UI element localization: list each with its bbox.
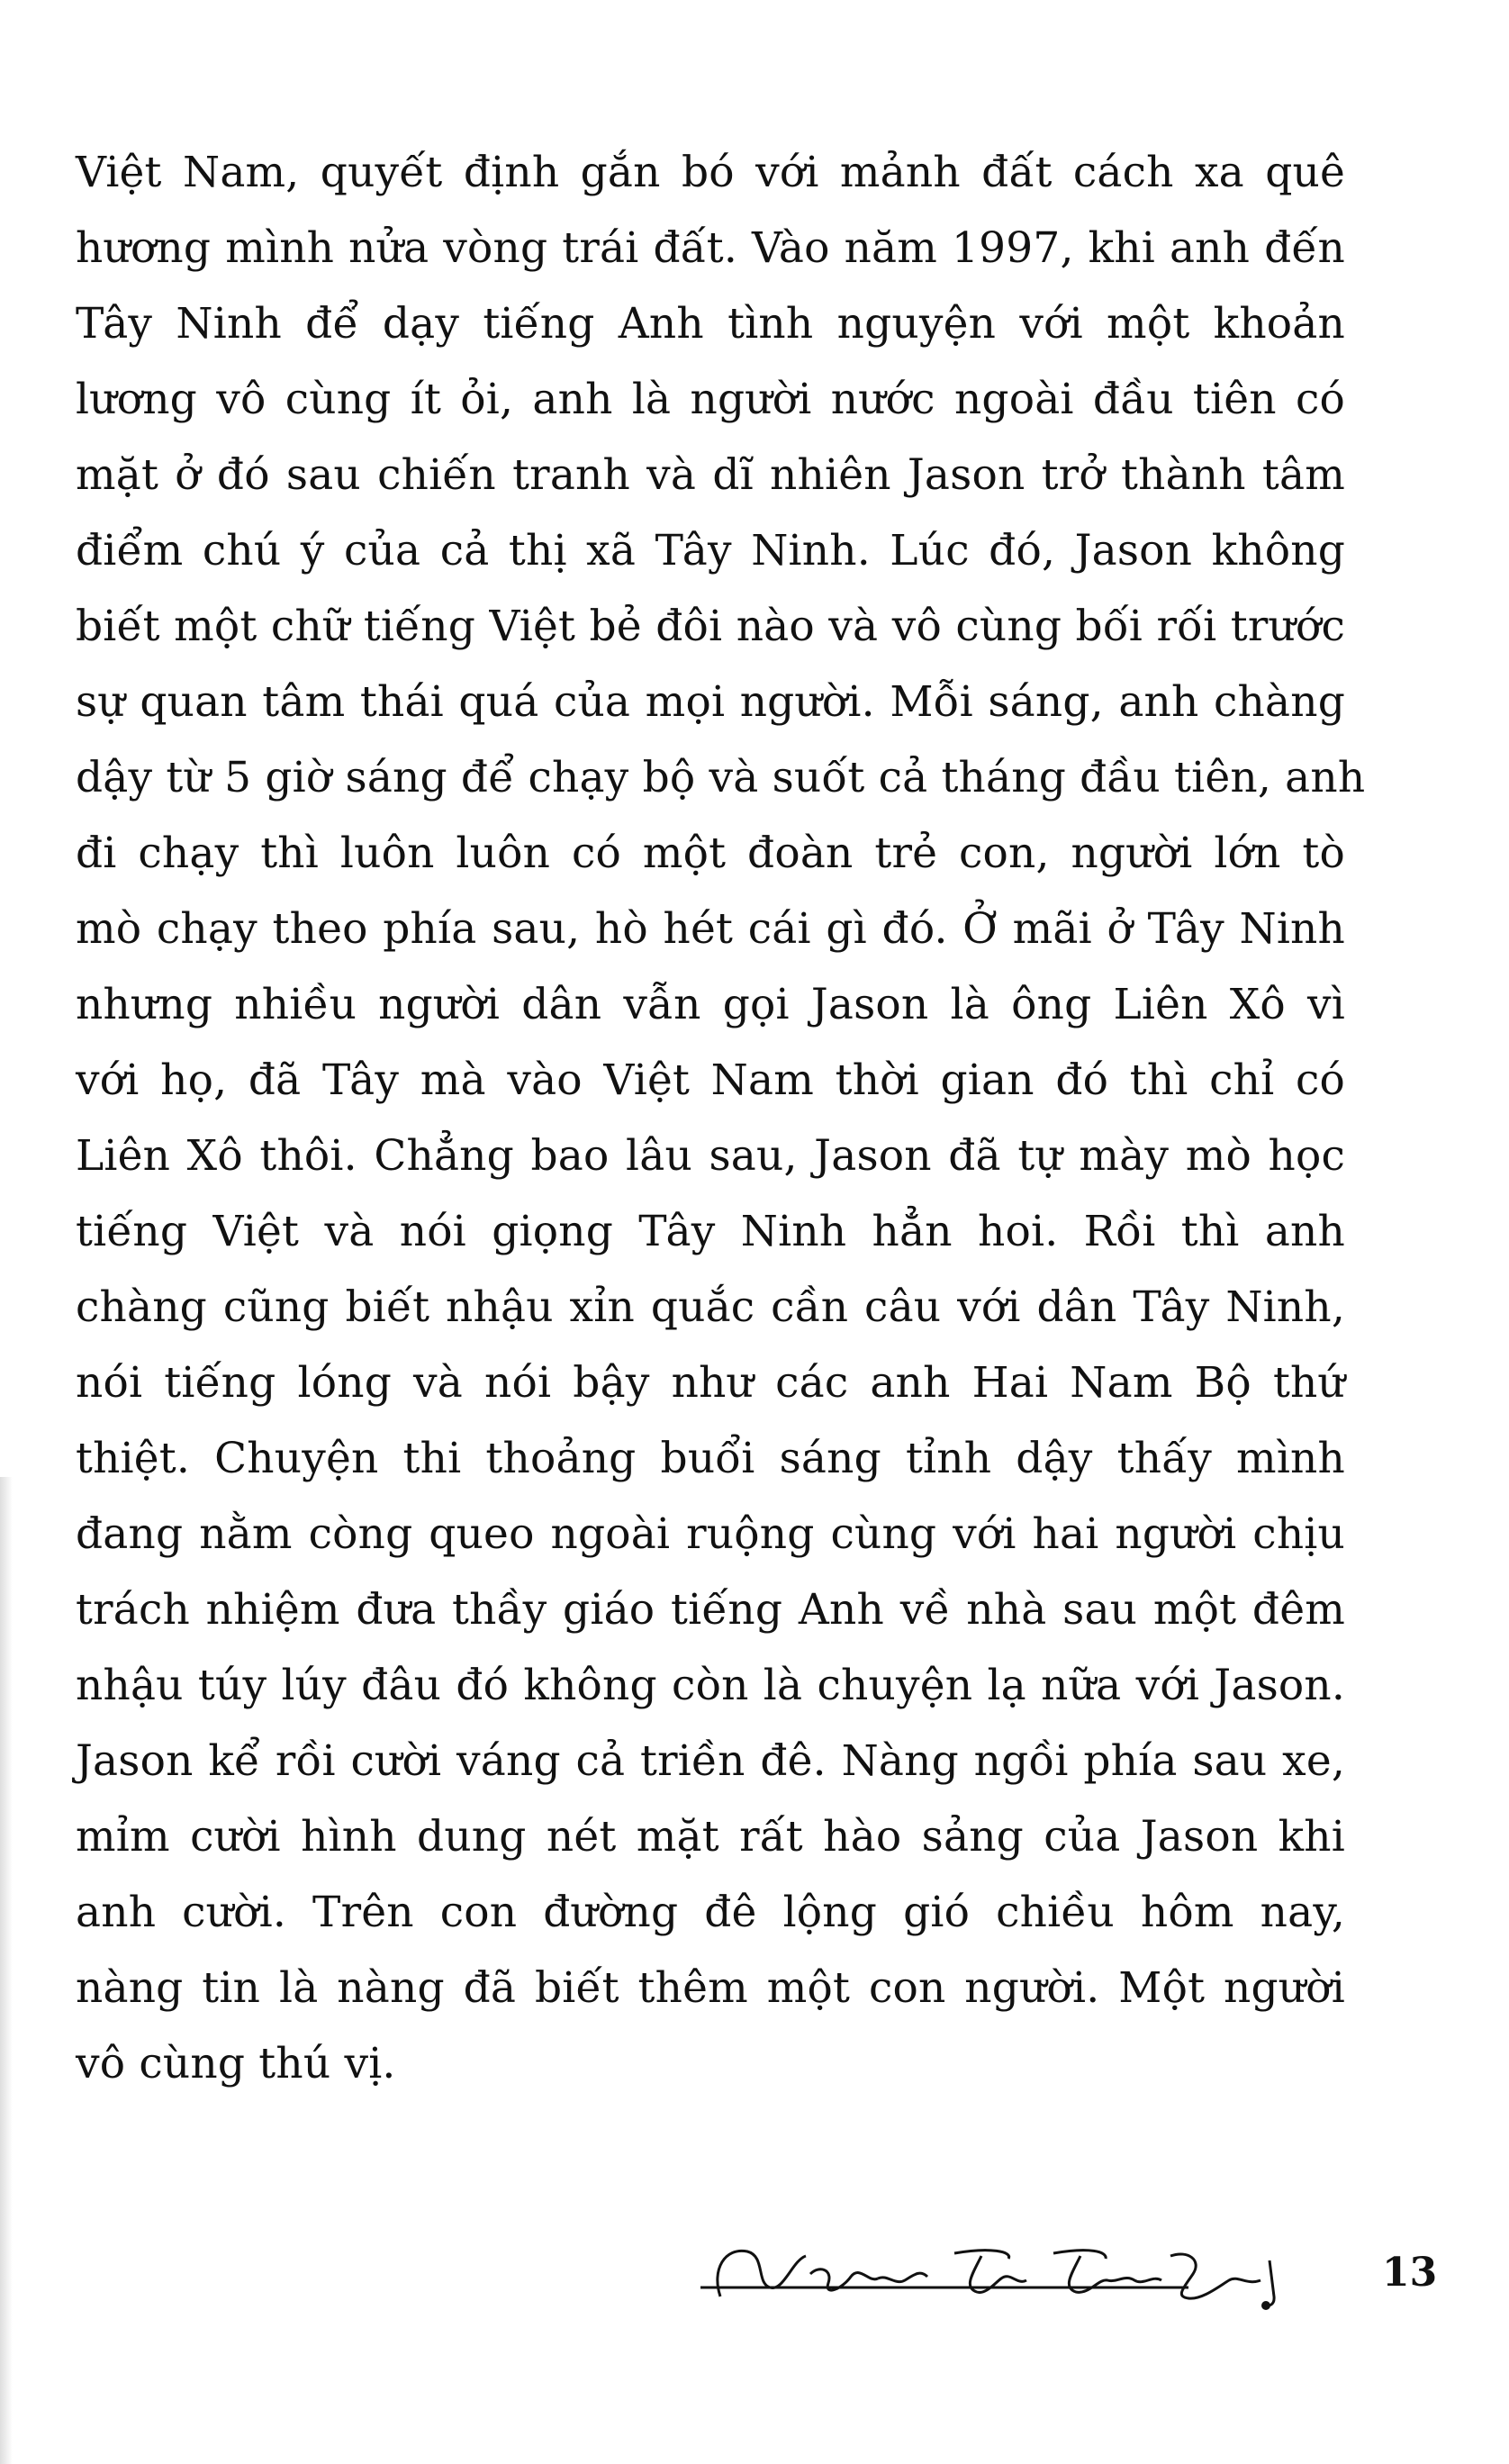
signature-label: Nguyễn Thị Thanh Lưu [684,2324,791,2333]
text-line: sự quan tâm thái quá của mọi người. Mỗi sáng, anh chàng [76,677,1345,727]
text-line: Jason kể rồi cười váng cả triền đê. Nàng ngồi phía sau xe, [76,1736,1345,1786]
page-edge-shadow [0,1477,13,2464]
text-line: nói tiếng lóng và nói bậy như các anh Hai Nam Bộ thứ [76,1358,1345,1408]
author-signature [684,2233,1333,2333]
text-line: vô cùng thú vị. [76,2039,396,2088]
text-line: mỉm cười hình dung nét mặt rất hào sảng của Jason khi [76,1812,1345,1862]
text-line: chàng cũng biết nhậu xỉn quắc cần câu với dân Tây Ninh, [76,1282,1345,1332]
page-footer [684,2233,1459,2342]
text-line: anh cười. Trên con đường đê lộng gió chiều hôm nay, [76,1888,1345,1937]
text-line: tiếng Việt và nói giọng Tây Ninh hẳn hoi. Rồi thì anh [76,1207,1345,1256]
text-line: nàng tin là nàng đã biết thêm một con người. Một người [76,1963,1345,2013]
text-line: mò chạy theo phía sau, hò hét cái gì đó. Ở mãi ở Tây Ninh [76,904,1345,954]
text-line: đi chạy thì luôn luôn có một đoàn trẻ con, người lớn tò [76,829,1345,878]
page-number: 13 [1382,2250,1438,2296]
body-text [76,135,1366,2102]
text-line: dậy từ 5 giờ sáng để chạy bộ và suốt cả tháng đầu tiên, anh [76,753,1366,802]
text-line: lương vô cùng ít ỏi, anh là người nước ngoài đầu tiên có [76,375,1345,424]
text-line: trách nhiệm đưa thầy giáo tiếng Anh về nhà sau một đêm [76,1585,1345,1635]
text-line: biết một chữ tiếng Việt bẻ đôi nào và vô cùng bối rối trước [76,602,1345,651]
text-line: Việt Nam, quyết định gắn bó với mảnh đất cách xa quê [76,148,1345,197]
text-line: Liên Xô thôi. Chẳng bao lâu sau, Jason đã tự mày mò học [76,1131,1345,1181]
text-line: điểm chú ý của cả thị xã Tây Ninh. Lúc đó, Jason không [76,526,1345,575]
text-line: đang nằm còng queo ngoài ruộng cùng với hai người chịu [76,1509,1345,1559]
text-line: mặt ở đó sau chiến tranh và dĩ nhiên Jason trở thành tâm [76,450,1345,500]
text-line: Tây Ninh để dạy tiếng Anh tình nguyện với một khoản [76,299,1345,349]
text-line: hương mình nửa vòng trái đất. Vào năm 1997, khi anh đến [76,223,1345,273]
text-line: với họ, đã Tây mà vào Việt Nam thời gian đó thì chỉ có [76,1055,1345,1105]
text-line: nhưng nhiều người dân vẫn gọi Jason là ông Liên Xô vì [76,980,1345,1029]
text-line: nhậu túy lúy đâu đó không còn là chuyện lạ nữa với Jason. [76,1661,1345,1710]
text-line: thiệt. Chuyện thi thoảng buổi sáng tỉnh dậy thấy mình [76,1434,1345,1483]
